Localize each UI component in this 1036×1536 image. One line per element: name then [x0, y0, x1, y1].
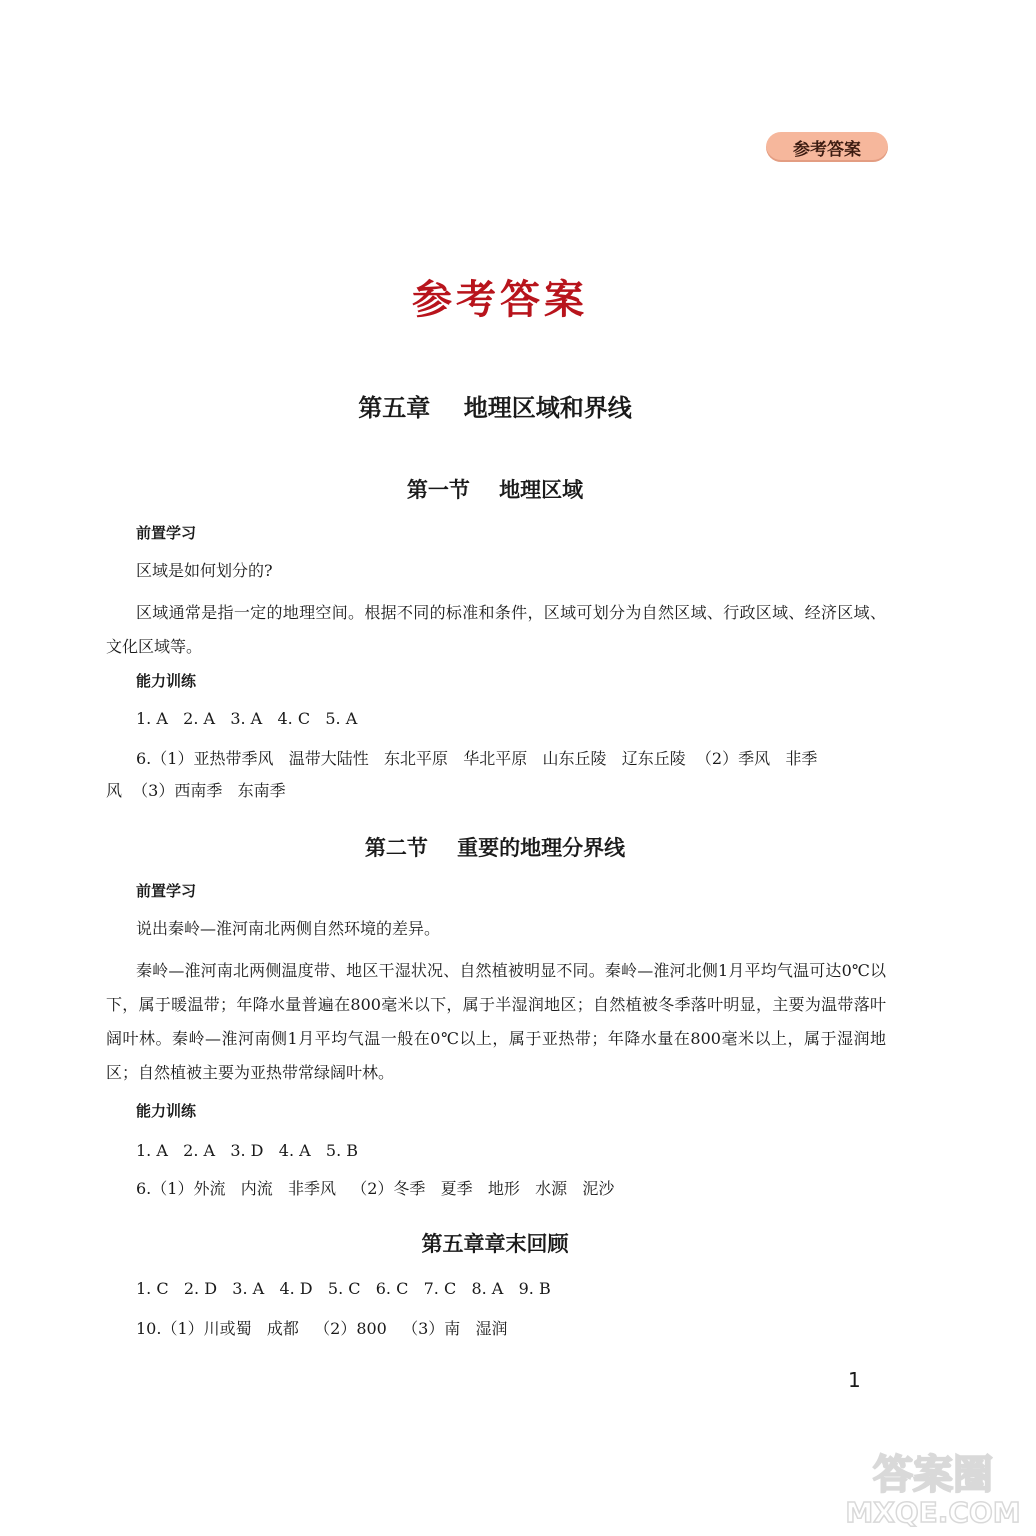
chapter-title: 第五章 地理区域和界线 [358, 394, 632, 422]
question-text: 区域是如何划分的? [136, 561, 273, 580]
answer-line: 风 （3）西南季 东南季 [106, 781, 286, 800]
answer-paragraph: 区域通常是指一定的地理空间。根据不同的标准和条件，区域可划分为自然区域、行政区域、经济区域、文化区域等。 [106, 603, 886, 656]
answer-line: 10.（1）川或蜀 成都 （2）800 （3）南 湿润 [136, 1319, 508, 1338]
sub-heading: 能力训练 [136, 1102, 197, 1120]
answer-line: 6.（1）亚热带季风 温带大陆性 东北平原 华北平原 山东丘陵 辽东丘陵 （2）季风 非季 [136, 749, 818, 768]
answer-line: 1. C 2. D 3. A 4. D 5. C 6. C 7. C 8. A 9. B [136, 1279, 551, 1298]
watermark-logo [838, 1440, 1028, 1530]
section-title: 第一节 地理区域 [406, 478, 584, 502]
section-title: 第五章章末回顾 [421, 1232, 569, 1256]
question-text: 说出秦岭—淮河南北两侧自然环境的差异。 [136, 919, 441, 938]
answer-line: 6.（1）外流 内流 非季风 （2）冬季 夏季 地形 水源 泥沙 [136, 1179, 615, 1198]
sub-heading: 前置学习 [136, 524, 197, 542]
page-title: 参考答案 [412, 277, 588, 323]
sub-heading: 前置学习 [136, 882, 197, 900]
watermark-domain: MXQE.COM [845, 1496, 1021, 1529]
answer-line: 1. A 2. A 3. A 4. C 5. A [136, 709, 358, 728]
answer-paragraph: 秦岭—淮河南北两侧温度带、地区干湿状况、自然植被明显不同。秦岭—淮河北侧1月平均气温可达0℃以下，属于暖温带；年降水量普遍在800毫米以下，属于半湿润地区；自然植被冬季落叶明显，主要为温带落叶阔叶林。秦岭—淮河南侧1月平均气温一般在0℃以上，属于亚热带；年降水量在800毫米以上，属于湿润地区；自然植被主要为亚热带常绿阔叶林。 [106, 961, 886, 1082]
sub-heading: 能力训练 [136, 672, 197, 690]
watermark-text: 答案圈 [873, 1452, 993, 1498]
section-title: 第二节 重要的地理分界线 [364, 836, 626, 860]
page-number: 1 [848, 1368, 861, 1392]
answer-line: 1. A 2. A 3. D 4. A 5. B [136, 1141, 359, 1160]
header-tag: 参考答案 [766, 132, 888, 162]
